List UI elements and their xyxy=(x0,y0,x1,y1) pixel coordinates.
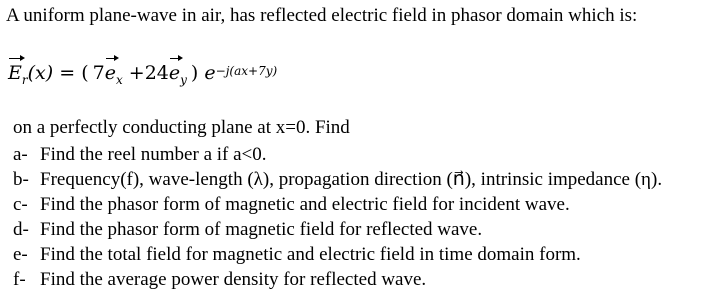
question-item xyxy=(13,167,662,192)
field-argument: (x) xyxy=(27,62,54,84)
question-item xyxy=(13,192,662,217)
question-list xyxy=(13,142,662,292)
open-paren: ( xyxy=(81,62,89,84)
plus-sign: + xyxy=(128,62,145,84)
question-marker: b- xyxy=(13,169,29,190)
exponential-base: e xyxy=(204,62,216,84)
field-subscript: r xyxy=(21,73,28,87)
question-text: Frequency(f), wave-length (λ), propagation direction (n⃗), intrinsic impedance (η). xyxy=(40,169,663,190)
boundary-condition: on a perfectly conducting plane at x=0. Find xyxy=(13,117,350,138)
question-item xyxy=(13,242,662,267)
question-text: Find the reel number a if a<0. xyxy=(40,144,267,165)
field-symbol: E xyxy=(8,62,22,84)
unit-vector-y-subscript: y xyxy=(180,73,187,87)
exponent: −j(ax+7y) xyxy=(215,64,278,78)
close-paren: ) xyxy=(190,62,199,84)
equals-sign: = xyxy=(59,62,76,84)
question-item xyxy=(13,217,662,242)
question-item xyxy=(13,142,662,167)
question-text: Find the average power density for reflected wave. xyxy=(40,269,427,290)
reflected-field-equation xyxy=(8,60,277,86)
question-text: Find the phasor form of magnetic and electric field for incident wave. xyxy=(40,194,570,215)
unit-vector-x-subscript: x xyxy=(115,73,123,87)
term2-coefficient: 24 xyxy=(144,62,169,84)
question-marker: a- xyxy=(13,144,28,165)
unit-vector-y: e xyxy=(168,62,181,84)
question-text: Find the phasor form of magnetic field for reflected wave. xyxy=(40,219,483,240)
question-marker: d- xyxy=(13,219,29,240)
question-marker: c- xyxy=(13,194,28,215)
problem-intro: A uniform plane-wave in air, has reflected electric field in phasor domain which is: xyxy=(6,5,638,26)
unit-vector-x: e xyxy=(104,62,116,84)
question-marker: f- xyxy=(13,269,26,290)
term1-coefficient: 7 xyxy=(92,62,105,84)
question-text: Find the total field for magnetic and electric field in time domain form. xyxy=(40,244,581,265)
question-marker: e- xyxy=(13,244,28,265)
question-item xyxy=(13,267,662,292)
